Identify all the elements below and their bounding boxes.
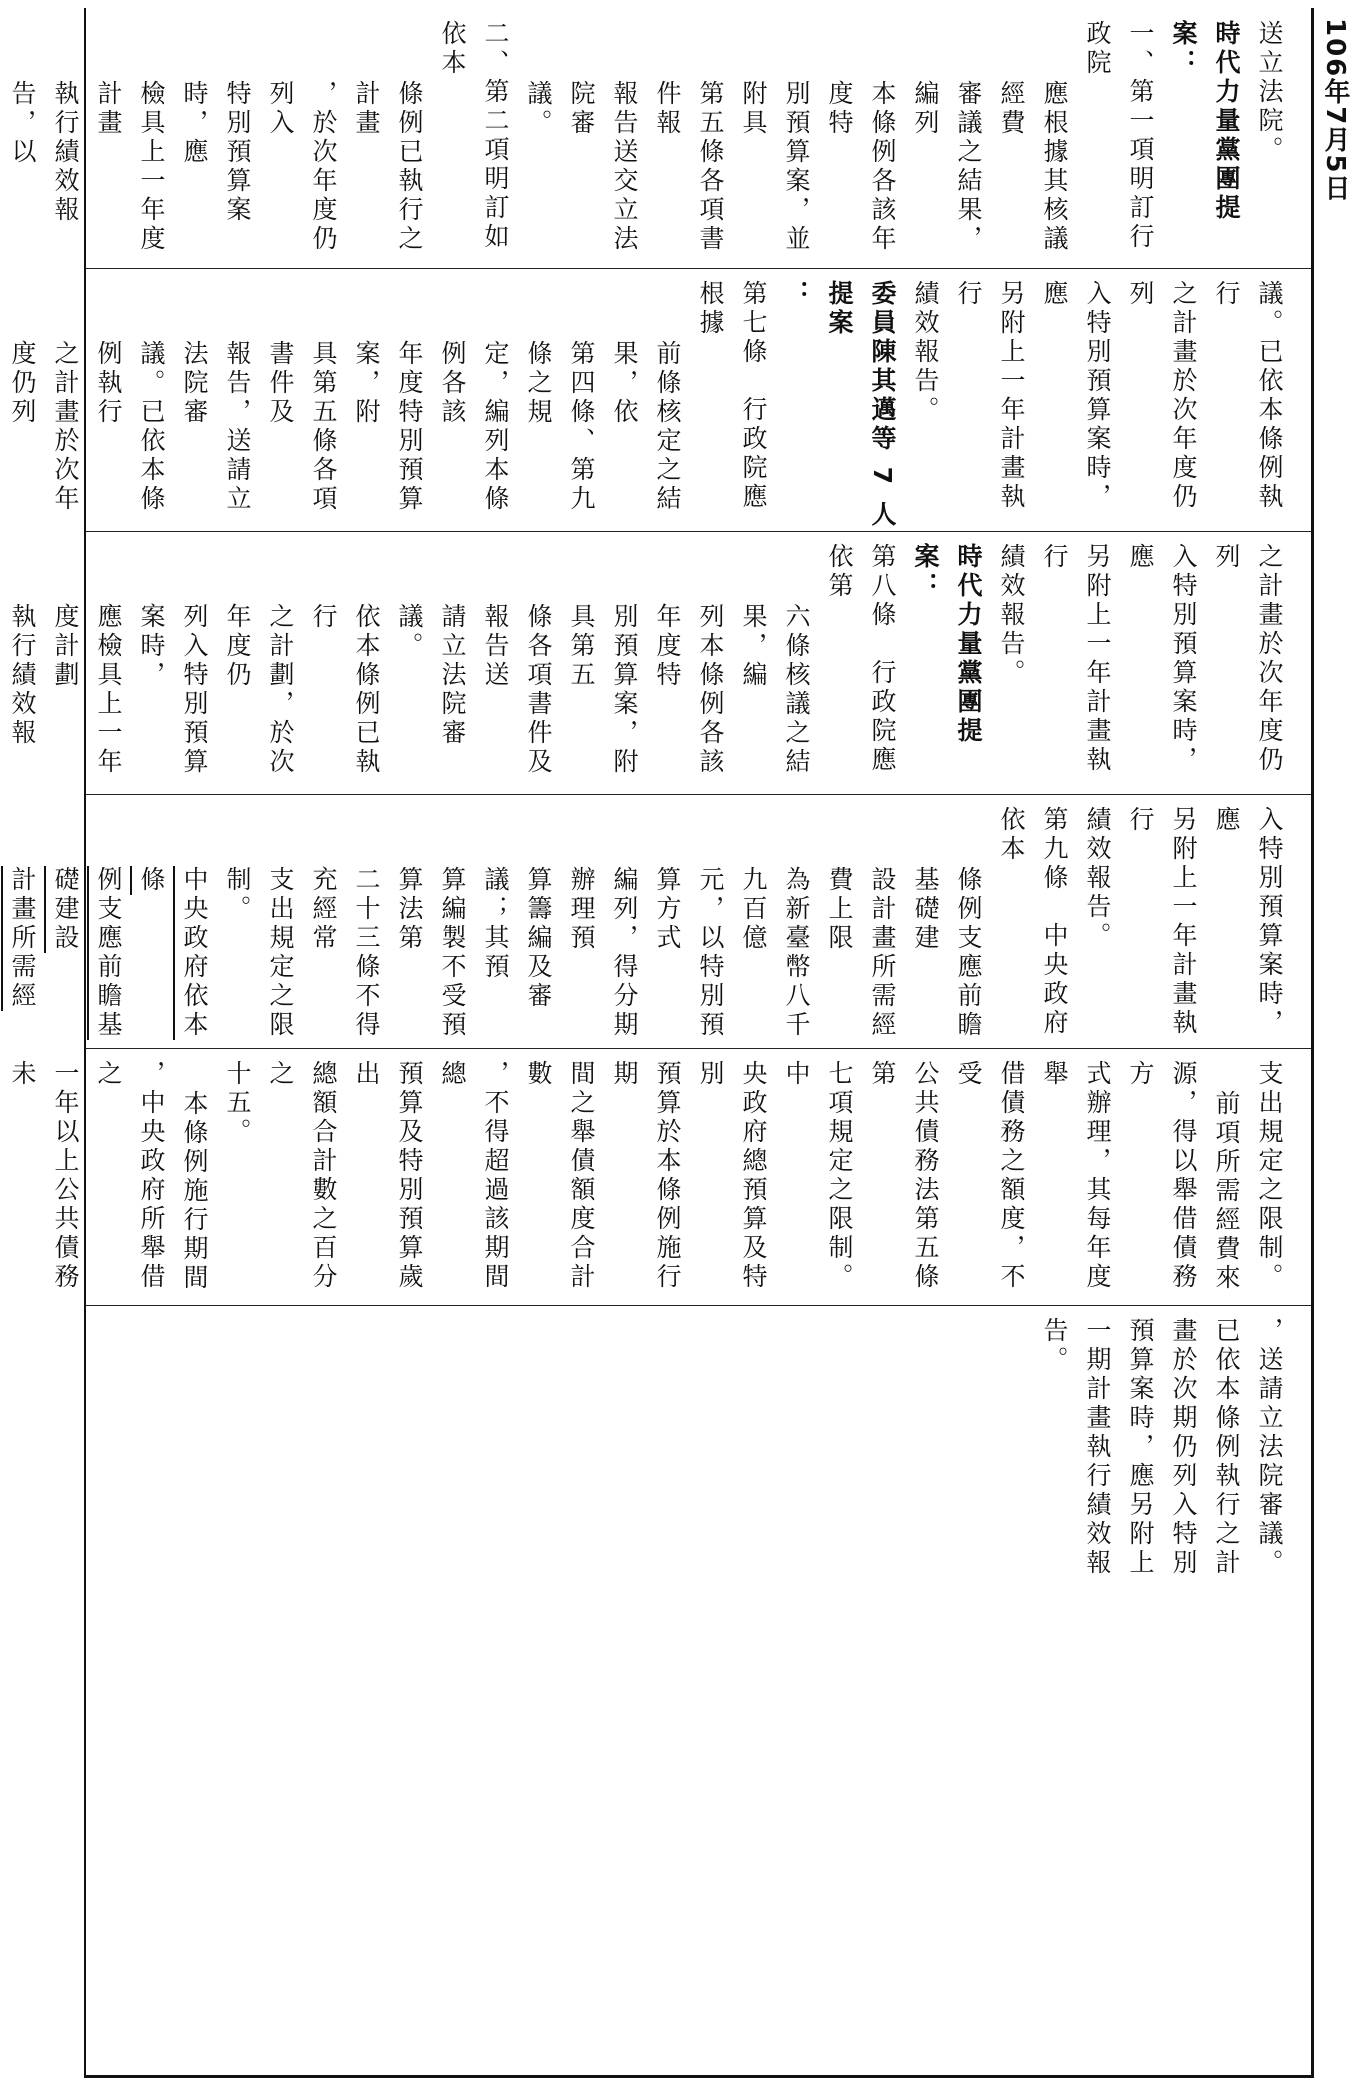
row-text bbox=[8, 531, 1291, 794]
text-line: 借債務之額度，不受 bbox=[954, 1060, 1026, 1292]
text-line: 條例支應前瞻基礎建 bbox=[911, 866, 983, 1040]
text-line: 檢具上一年度計畫 bbox=[94, 80, 166, 254]
text-line: 第七條 行政院應根據 bbox=[696, 280, 768, 512]
text-line: 總額合計數之百分之 bbox=[266, 1060, 338, 1292]
text-line: 之計畫於次年度仍列 bbox=[1212, 543, 1284, 775]
text-line: 之計畫於次年度仍列 bbox=[8, 340, 80, 514]
text-line: 條各項書件及報告送 bbox=[481, 603, 553, 777]
text-line: 報告送交立法院審 bbox=[567, 80, 639, 254]
text-line: 報告，送請立法院審 bbox=[180, 340, 252, 514]
text-line: 前項所需經費來 bbox=[1212, 1090, 1241, 1293]
text-line: 央政府總預算及特別 bbox=[696, 1060, 768, 1292]
table-row bbox=[8, 531, 1311, 795]
text-line: 前條核定之結果，依 bbox=[610, 340, 682, 514]
text-line: 本條例施行期間 bbox=[180, 1090, 209, 1293]
text-line: 二、第二項明訂如依本 bbox=[438, 20, 510, 252]
text-line: 已依本條例執行之計 bbox=[1212, 1317, 1241, 1578]
text-line: 編列，得分期辦理預 bbox=[567, 866, 639, 1040]
proposal-heading: 時代力量黨團提案： bbox=[911, 543, 983, 746]
text-line: 列入特別預算案時， bbox=[137, 603, 209, 777]
table-row bbox=[8, 1048, 1311, 1306]
text-line: 告。 bbox=[1040, 1317, 1069, 1375]
text-line: 執行績效報告，以 bbox=[8, 80, 80, 225]
row-text bbox=[8, 8, 1291, 268]
row-text bbox=[8, 794, 1291, 1048]
table-row bbox=[86, 1305, 1311, 1590]
text-line: 第四條、第九條之規 bbox=[524, 340, 596, 514]
text-line: 預算及特別預算歲出 bbox=[352, 1060, 424, 1292]
row-text bbox=[8, 268, 1291, 531]
text-line: 入特別預算案時，應 bbox=[1040, 280, 1112, 512]
text-line: 間之舉債額度合計數 bbox=[524, 1060, 596, 1292]
text-line: 十五。 bbox=[223, 1060, 252, 1147]
text-line: 支出規定之限制。 bbox=[223, 866, 295, 1040]
text-line: 式辦理，其每年度舉 bbox=[1040, 1060, 1112, 1292]
row-text bbox=[8, 1048, 1291, 1305]
table-row bbox=[8, 268, 1311, 532]
text-line: ，不得超過該期間總 bbox=[438, 1060, 510, 1292]
text-line: 預算於本條例施行期 bbox=[610, 1060, 682, 1292]
text-line: 請立法院審議。 bbox=[395, 603, 467, 748]
text-line: 中央政府依本條 bbox=[137, 866, 209, 1040]
text-line: 議。 bbox=[524, 80, 553, 138]
text-column bbox=[8, 1060, 1291, 1305]
text-line: ，送請立法院審議。 bbox=[1255, 1317, 1284, 1578]
text-line: 應檢具上一年度計劃 bbox=[51, 603, 123, 777]
text-line: 年度特別預算案，附 bbox=[352, 340, 424, 514]
proposal-heading: ： bbox=[782, 280, 811, 309]
text-line: 源，得以舉借債務方 bbox=[1126, 1060, 1198, 1292]
text-line: 一期計畫執行績效報 bbox=[1083, 1317, 1112, 1578]
text-line: 之計劃，於次年度仍 bbox=[223, 603, 295, 777]
text-line: 具第五條各項書件及 bbox=[266, 340, 338, 514]
text-column bbox=[8, 806, 1291, 1048]
text-line: 畫於次期仍列入特別 bbox=[1169, 1317, 1198, 1578]
text-line: 績效報告。 bbox=[911, 280, 940, 425]
text-line: 二十三條不得充經常 bbox=[309, 866, 381, 1040]
text-line: 算編製不受預算法第 bbox=[395, 866, 467, 1040]
text-line: 執行績效報 bbox=[8, 603, 37, 748]
text-line: 第九條 中央政府依本 bbox=[997, 806, 1069, 1038]
text-column bbox=[8, 543, 1291, 794]
text-line: 第五條各項書件報 bbox=[653, 80, 725, 254]
text-line: 一、第一項明訂行政院 bbox=[1083, 20, 1155, 252]
text-line: 依本條例已執行 bbox=[309, 603, 381, 777]
text-line: 列本條例各該年度特 bbox=[653, 603, 725, 777]
text-line: 元，以特別預算方式 bbox=[653, 866, 725, 1040]
text-line: 入特別預算案時，應 bbox=[1126, 543, 1198, 775]
text-line: 本條例各該年度特 bbox=[825, 80, 897, 254]
text-line: 為新臺幣八千九百億 bbox=[739, 866, 811, 1040]
text-line: 七項規定之限制。中 bbox=[782, 1060, 854, 1292]
text-line: 一年以上公共債務未 bbox=[8, 1060, 80, 1292]
text-line: 例支應前瞻基礎建設 bbox=[51, 866, 123, 1040]
page-date-header: 106年7月5日 bbox=[1320, 18, 1350, 203]
text-line: 應根據其核議經費 bbox=[997, 80, 1069, 254]
text-line: ，中央政府所舉借之 bbox=[94, 1060, 166, 1292]
text-column bbox=[96, 1317, 1291, 1578]
text-line: 之計畫於次年度仍列 bbox=[1126, 280, 1198, 512]
text-column bbox=[8, 280, 1291, 531]
text-line: 計畫所需經 bbox=[8, 866, 37, 1011]
text-line: 算籌編及審議；其預 bbox=[481, 866, 553, 1011]
text-line: 入特別預算案時，應 bbox=[1212, 806, 1284, 1038]
text-line: 另附上一年計畫執行 bbox=[954, 280, 1026, 512]
text-line: 支出規定之限制。 bbox=[1255, 1060, 1284, 1292]
text-line bbox=[0, 280, 1, 531]
text-line: 績效報告。 bbox=[997, 543, 1026, 688]
table-row bbox=[8, 794, 1311, 1049]
text-line: 另附上一年計畫執行 bbox=[1040, 543, 1112, 775]
text-line: 審議之結果，編列 bbox=[911, 80, 983, 254]
text-line bbox=[0, 20, 1, 268]
table-frame bbox=[8, 8, 1314, 2078]
text-line: 別預算案，附具第五 bbox=[567, 603, 639, 777]
text-line: 條例已執行之計畫 bbox=[352, 80, 424, 254]
text-line: 預算案時，應另附上 bbox=[1126, 1317, 1155, 1578]
text-column bbox=[8, 20, 1291, 268]
text-line: 另附上一年計畫執行 bbox=[1126, 806, 1198, 1038]
text-line: 定，編列本條例各該 bbox=[438, 340, 510, 514]
text-line: 績效報告。 bbox=[1083, 806, 1112, 951]
text-line: ，於次年度仍列入 bbox=[266, 80, 338, 254]
text-line: 議。已依本條例執行 bbox=[94, 340, 166, 514]
text-line: 第八條 行政院應依第 bbox=[825, 543, 897, 775]
text-line: 送立法院。 bbox=[1255, 20, 1284, 165]
row-text bbox=[96, 1305, 1291, 1590]
text-line: 特別預算案時，應 bbox=[180, 80, 252, 225]
text-line: 別預算案，並附具 bbox=[739, 80, 811, 254]
text-line: 議。已依本條例執行 bbox=[1212, 280, 1284, 512]
table-row bbox=[8, 8, 1311, 269]
text-line bbox=[0, 1060, 1, 1305]
proposal-heading: 時代力量黨團提案： bbox=[1169, 20, 1241, 223]
text-line: 公共債務法第五條第 bbox=[868, 1060, 940, 1292]
text-line: 設計畫所需經費上限 bbox=[825, 866, 897, 1040]
text-line: 六條核議之結果，編 bbox=[739, 603, 811, 777]
proposal-heading: 委員陳其邁等 7 人提案 bbox=[825, 280, 897, 530]
